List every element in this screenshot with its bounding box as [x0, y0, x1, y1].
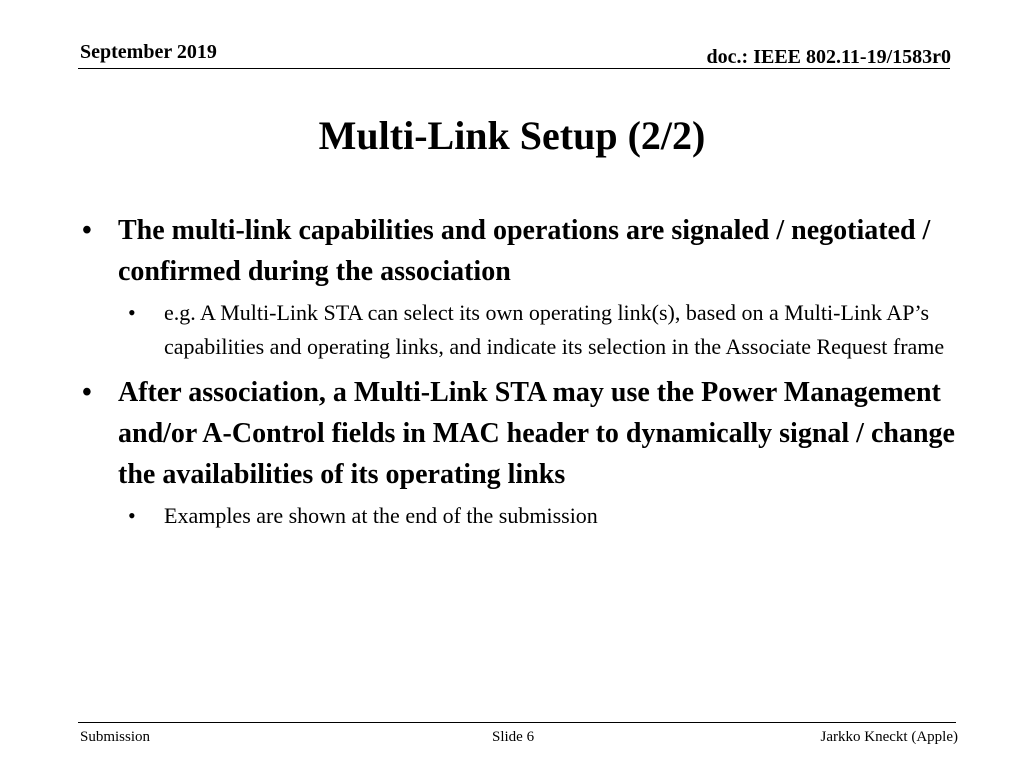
header-divider	[78, 68, 950, 69]
bullet-2-text: After association, a Multi-Link STA may use the Power Management and/or A-Control fields in MAC header to dynamically signal / change the availabilities of its operating links	[118, 377, 955, 490]
bullet-marker: •	[82, 215, 92, 246]
bullet-1-text: The multi-link capabilities and operations are signaled / negotiated / confirmed during the association	[118, 215, 931, 287]
bullet-1-sub-1-text: e.g. A Multi-Link STA can select its own operating link(s), based on a Multi-Link AP’s capabilities and operating links, and indicate its selection in the Associate Request frame	[164, 300, 945, 359]
sub-bullet-marker: •	[128, 503, 136, 528]
header-date: September 2019	[80, 41, 217, 63]
header-doc-id: doc.: IEEE 802.11-19/1583r0	[706, 46, 951, 68]
footer-author: Jarkko Kneckt (Apple)	[820, 729, 958, 745]
footer-submission: Submission	[80, 729, 151, 745]
bullet-2	[80, 372, 960, 495]
bullet-2-sub-1	[80, 499, 960, 533]
footer-divider	[78, 722, 956, 723]
bullet-1-sub-1	[80, 296, 960, 364]
bullet-2-sub-1-text: Examples are shown at the end of the submission	[164, 503, 598, 528]
bullet-marker: •	[82, 377, 92, 408]
bullet-1	[80, 210, 960, 292]
slide-body	[80, 210, 960, 533]
slide-title: Multi-Link Setup (2/2)	[318, 113, 706, 158]
sub-bullet-marker: •	[128, 300, 136, 325]
footer-slide-number: Slide 6	[492, 729, 535, 745]
